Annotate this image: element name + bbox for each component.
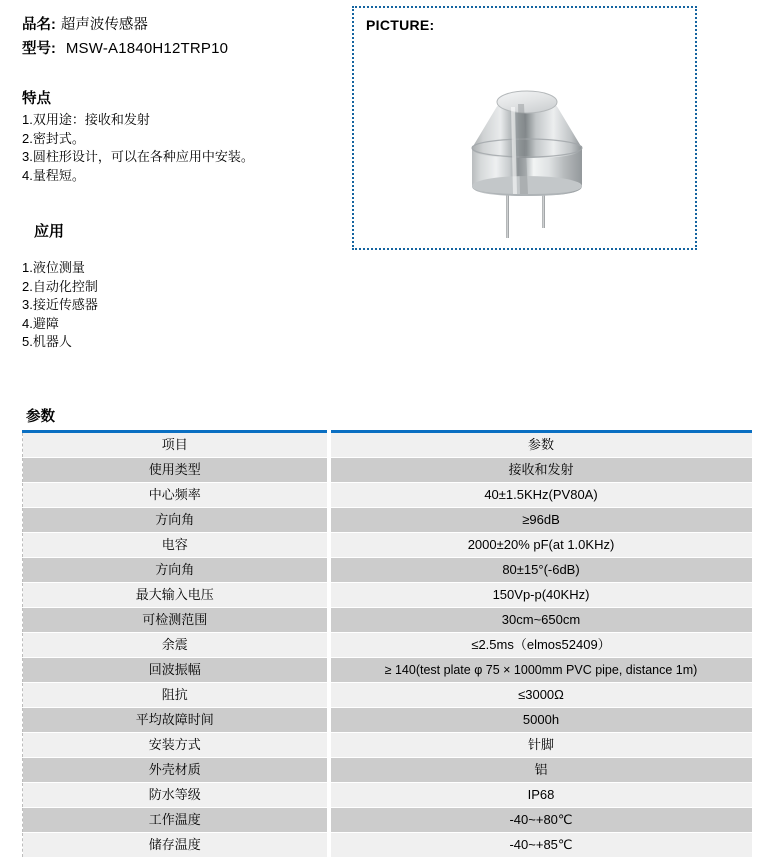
- product-name-value: 超声波传感器: [60, 17, 148, 33]
- list-item: 5.机器人: [22, 334, 72, 349]
- table-row: [23, 833, 752, 858]
- list-item: 2.自动化控制: [22, 278, 98, 294]
- param-value: 150Vp-p(40KHz): [329, 583, 752, 608]
- applications-heading: 应用: [34, 223, 65, 240]
- param-item: 阻抗: [23, 683, 329, 708]
- list-item: 3.圆柱形设计，可以在各种应用中安装。: [22, 149, 254, 164]
- param-value: ≤3000Ω: [329, 683, 752, 708]
- param-value: IP68: [329, 783, 752, 808]
- param-value: 2000±20% pF(at 1.0KHz): [329, 533, 752, 558]
- table-row: [23, 733, 752, 758]
- param-value: -40~+80℃: [329, 808, 752, 833]
- param-value: ≥ 140(test plate φ 75 × 1000mm PVC pipe, distance 1m): [329, 658, 752, 683]
- product-model-line: [22, 37, 342, 61]
- table-header-row: [23, 432, 752, 458]
- param-item: 最大输入电压: [23, 583, 329, 608]
- table-row: [23, 708, 752, 733]
- param-item: 使用类型: [23, 458, 329, 483]
- table-row: [23, 483, 752, 508]
- table-row: [23, 658, 752, 683]
- parameters-heading: 参数: [26, 409, 55, 425]
- column-header-item: 项目: [23, 432, 329, 458]
- param-item: 防水等级: [23, 783, 329, 808]
- table-row: [23, 758, 752, 783]
- param-value: 铝: [329, 758, 752, 783]
- param-item: 方向角: [23, 558, 329, 583]
- list-item: 2.密封式。: [22, 130, 85, 146]
- table-row: [23, 608, 752, 633]
- table-row: [23, 633, 752, 658]
- list-item: 4.量程短。: [22, 167, 85, 183]
- table-row: [23, 783, 752, 808]
- column-header-value: 参数: [329, 432, 752, 458]
- param-value: 30cm~650cm: [329, 608, 752, 633]
- param-value: 5000h: [329, 708, 752, 733]
- param-item: 回波振幅: [23, 658, 329, 683]
- param-item: 外壳材质: [23, 758, 329, 783]
- param-item: 可检测范围: [23, 608, 329, 633]
- table-row: [23, 558, 752, 583]
- applications-list: [22, 259, 322, 352]
- list-item: 1.双用途：接收和发射: [22, 112, 150, 127]
- features-heading: 特点: [22, 91, 51, 107]
- param-value: ≤2.5ms（elmos52409）: [329, 633, 752, 658]
- table-row: [23, 583, 752, 608]
- product-header: [22, 14, 342, 61]
- product-name-label: 品名:: [22, 17, 56, 33]
- parameters-table: [22, 430, 752, 858]
- param-item: 余震: [23, 633, 329, 658]
- param-value: 40±1.5KHz(PV80A): [329, 483, 752, 508]
- features-list: [22, 111, 332, 185]
- param-item: 工作温度: [23, 808, 329, 833]
- param-value: 针脚: [329, 733, 752, 758]
- param-value: 80±15°(-6dB): [329, 558, 752, 583]
- table-row: [23, 458, 752, 483]
- param-value: ≥96dB: [329, 508, 752, 533]
- list-item: 1.液位测量: [22, 260, 85, 275]
- param-item: 安装方式: [23, 733, 329, 758]
- table-row: [23, 808, 752, 833]
- product-model-label: 型号:: [22, 41, 56, 57]
- list-item: 4.避障: [22, 315, 59, 331]
- param-item: 电容: [23, 533, 329, 558]
- param-value: -40~+85℃: [329, 833, 752, 858]
- table-row: [23, 508, 752, 533]
- param-item: 平均故障时间: [23, 708, 329, 733]
- table-row: [23, 683, 752, 708]
- param-value: 接收和发射: [329, 458, 752, 483]
- param-item: 储存温度: [23, 833, 329, 858]
- param-item: 方向角: [23, 508, 329, 533]
- list-item: 3.接近传感器: [22, 297, 98, 312]
- picture-panel: [352, 6, 697, 250]
- picture-caption: PICTURE:: [366, 17, 435, 33]
- product-model-value: MSW-A1840H12TRP10: [65, 40, 229, 57]
- param-item: 中心频率: [23, 483, 329, 508]
- product-name-line: [22, 14, 342, 37]
- table-row: [23, 533, 752, 558]
- ultrasonic-sensor-image: [462, 74, 592, 244]
